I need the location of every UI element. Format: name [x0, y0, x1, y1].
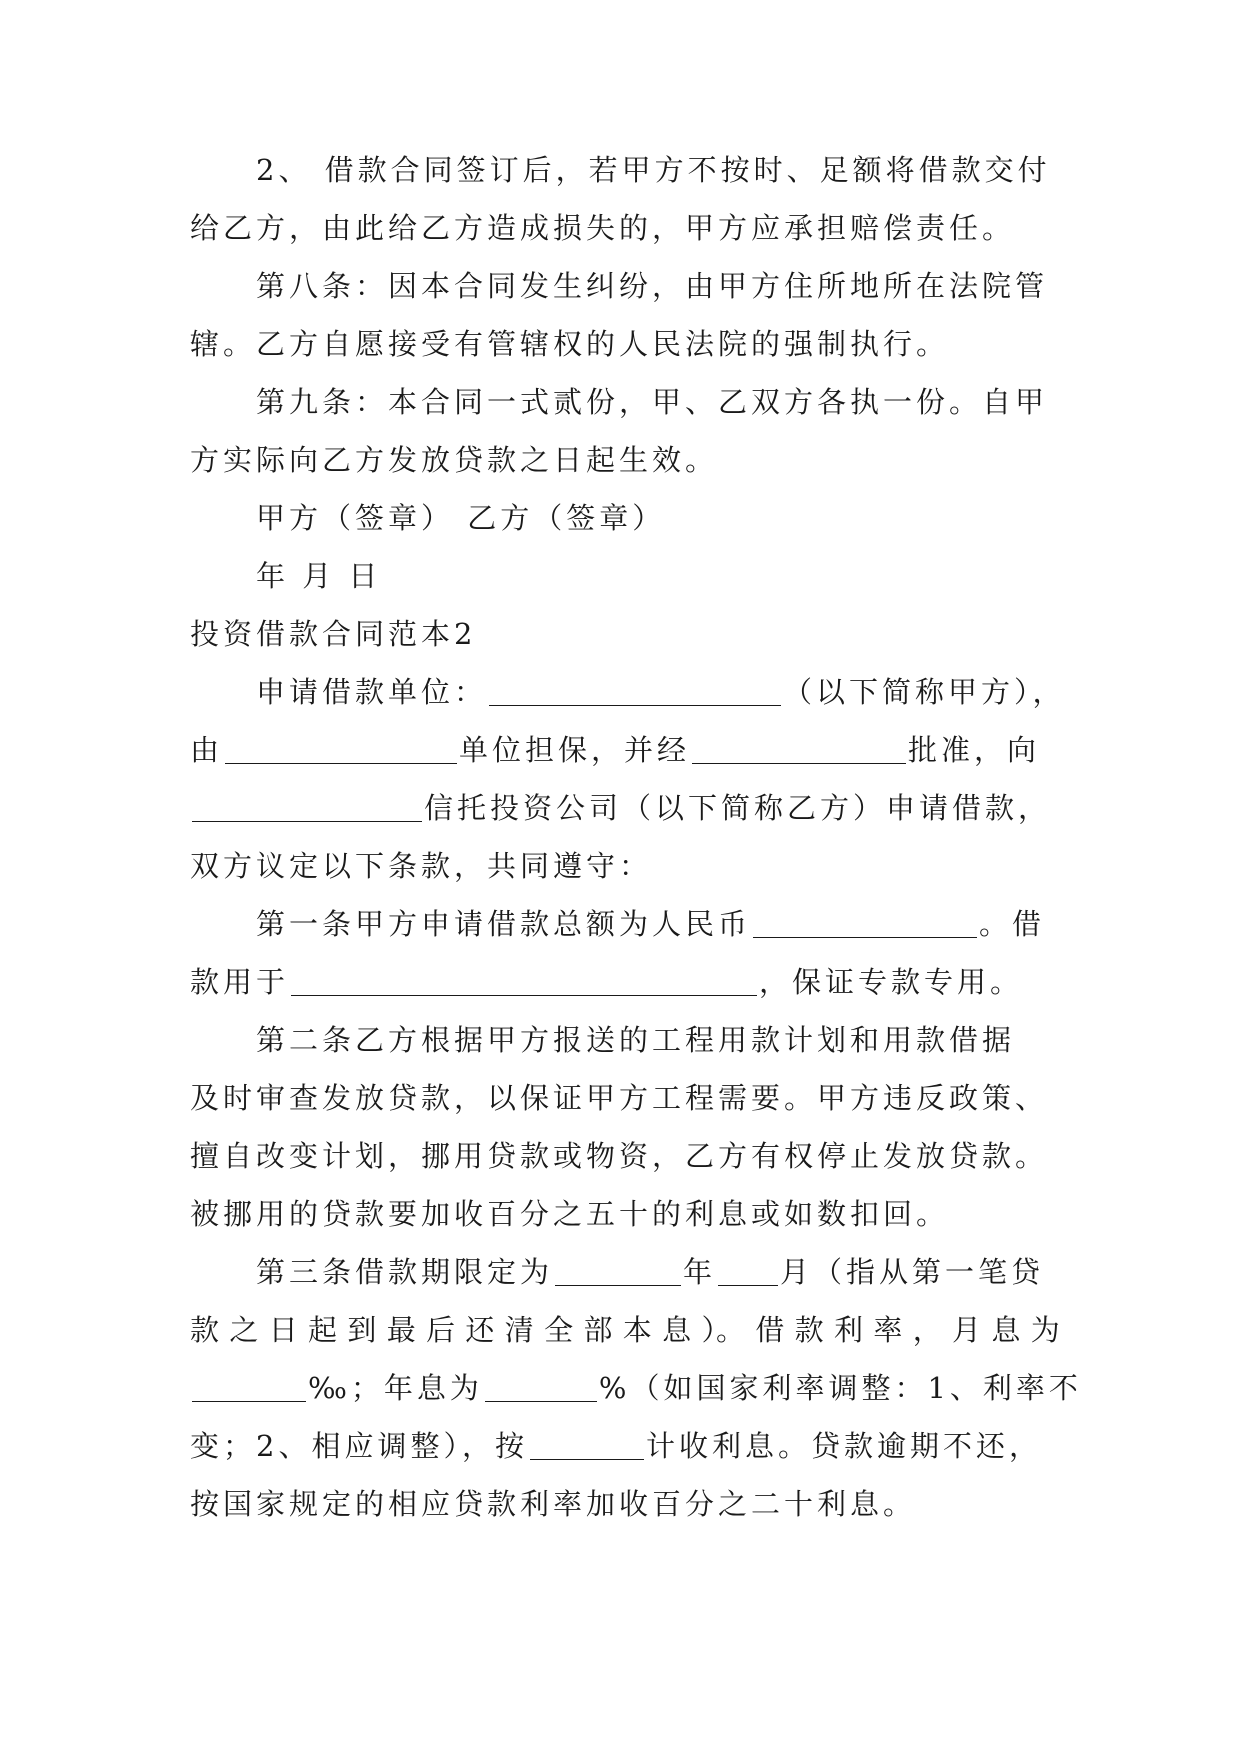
char: 款 — [794, 1313, 824, 1347]
article-2-line: 第二条乙方根据甲方报送的工程用款计划和用款借据 — [256, 1023, 1016, 1057]
article-9-line: 第九条：本合同一式贰份，甲、乙双方各执一份。自甲 — [256, 385, 1049, 419]
paragraph-line: 双方议定以下条款，共同遵守： — [190, 849, 653, 883]
char: 利 — [834, 1313, 864, 1347]
approver-blank — [692, 735, 906, 764]
text-span: 变；2、相应调整），按 — [190, 1429, 528, 1463]
article-3-line — [256, 1252, 1060, 1292]
char: 月 — [952, 1313, 982, 1347]
text-span: 计收利息。贷款逾期不还， — [645, 1429, 1042, 1463]
applicant-line — [256, 672, 1066, 712]
guarantor-blank — [225, 735, 457, 764]
signature-line: 甲方（签章） 乙方（签章） — [256, 501, 666, 535]
char: 清 — [504, 1313, 534, 1347]
text-span: 第三条借款期限定为 — [256, 1255, 554, 1289]
text-span: 由 — [190, 733, 224, 767]
char: 还 — [465, 1313, 495, 1347]
text-span: 。借 — [979, 907, 1046, 941]
text-span: ，保证专款专用。 — [759, 965, 1024, 999]
char: ， — [912, 1313, 942, 1347]
paragraph-line: 方实际向乙方发放贷款之日起生效。 — [190, 443, 719, 477]
char: 息 — [991, 1313, 1021, 1347]
trust-company-blank — [192, 793, 422, 822]
applicant-blank — [489, 677, 781, 706]
article-8-line: 第八条：因本合同发生纠纷，由甲方住所地所在法院管 — [256, 269, 1049, 303]
text-span: %（如国家利率调整：1、利率不 — [598, 1371, 1082, 1405]
char: 款 — [190, 1313, 220, 1347]
paragraph-line: 给乙方，由此给乙方造成损失的，甲方应承担赔偿责任。 — [190, 211, 1016, 245]
applicant-label: 申请借款单位： — [256, 675, 488, 709]
text-span: 信托投资公司（以下简称乙方）申请借款， — [424, 791, 1052, 825]
loan-purpose-blank — [291, 967, 757, 996]
char: 率 — [873, 1313, 903, 1347]
monthly-rate-blank — [192, 1373, 306, 1402]
annual-rate-blank — [485, 1373, 597, 1402]
text-span: 批准，向 — [908, 733, 1041, 767]
char: 全 — [544, 1313, 574, 1347]
term-months-blank — [718, 1257, 778, 1286]
char: 部 — [583, 1313, 613, 1347]
char: 借 — [755, 1313, 785, 1347]
char: 为 — [1030, 1313, 1060, 1347]
char: 息 — [662, 1313, 692, 1347]
char: 后 — [426, 1313, 456, 1347]
interest-method-blank — [530, 1431, 644, 1460]
paragraph-line: 按国家规定的相应贷款利率加收百分之二十利息。 — [190, 1487, 917, 1521]
text-span: 月（指从第一笔贷 — [780, 1255, 1045, 1289]
guarantor-line — [190, 730, 1060, 770]
char: ）。 — [701, 1313, 745, 1347]
text-span: 年 — [683, 1255, 717, 1289]
loan-purpose-line — [190, 962, 1060, 1002]
paragraph-line: 擅自改变计划，挪用贷款或物资，乙方有权停止发放贷款。 — [190, 1139, 1049, 1173]
interest-method-line — [190, 1426, 1060, 1466]
char: 最 — [386, 1313, 416, 1347]
interest-rate-line — [190, 1368, 1082, 1408]
trust-company-line — [190, 788, 1060, 828]
text-span: 第一条甲方申请借款总额为人民币 — [256, 907, 752, 941]
date-line: 年 月 日 — [256, 559, 382, 593]
text-span: 款用于 — [190, 965, 290, 999]
article-1-line — [256, 904, 1060, 944]
paragraph-line: 辖。乙方自愿接受有管辖权的人民法院的强制执行。 — [190, 327, 950, 361]
char: 日 — [268, 1313, 298, 1347]
text-span: 单位担保，并经 — [459, 733, 691, 767]
applicant-suffix: （以下简称甲方）， — [783, 675, 1066, 709]
char: 之 — [229, 1313, 259, 1347]
char: 起 — [308, 1313, 338, 1347]
paragraph-line: 及时审查发放贷款，以保证甲方工程需要。甲方违反政策、 — [190, 1081, 1049, 1115]
paragraph-line: 被挪用的贷款要加收百分之五十的利息或如数扣回。 — [190, 1197, 950, 1231]
justified-line — [190, 1310, 1060, 1350]
paragraph-line: 2、 借款合同签订后，若甲方不按时、足额将借款交付 — [256, 153, 1051, 187]
char: 到 — [347, 1313, 377, 1347]
section-title: 投资借款合同范本2 — [190, 617, 477, 651]
char: 本 — [622, 1313, 652, 1347]
text-span: ‰；年息为 — [308, 1371, 483, 1405]
loan-amount-blank — [753, 909, 977, 938]
term-years-blank — [555, 1257, 681, 1286]
